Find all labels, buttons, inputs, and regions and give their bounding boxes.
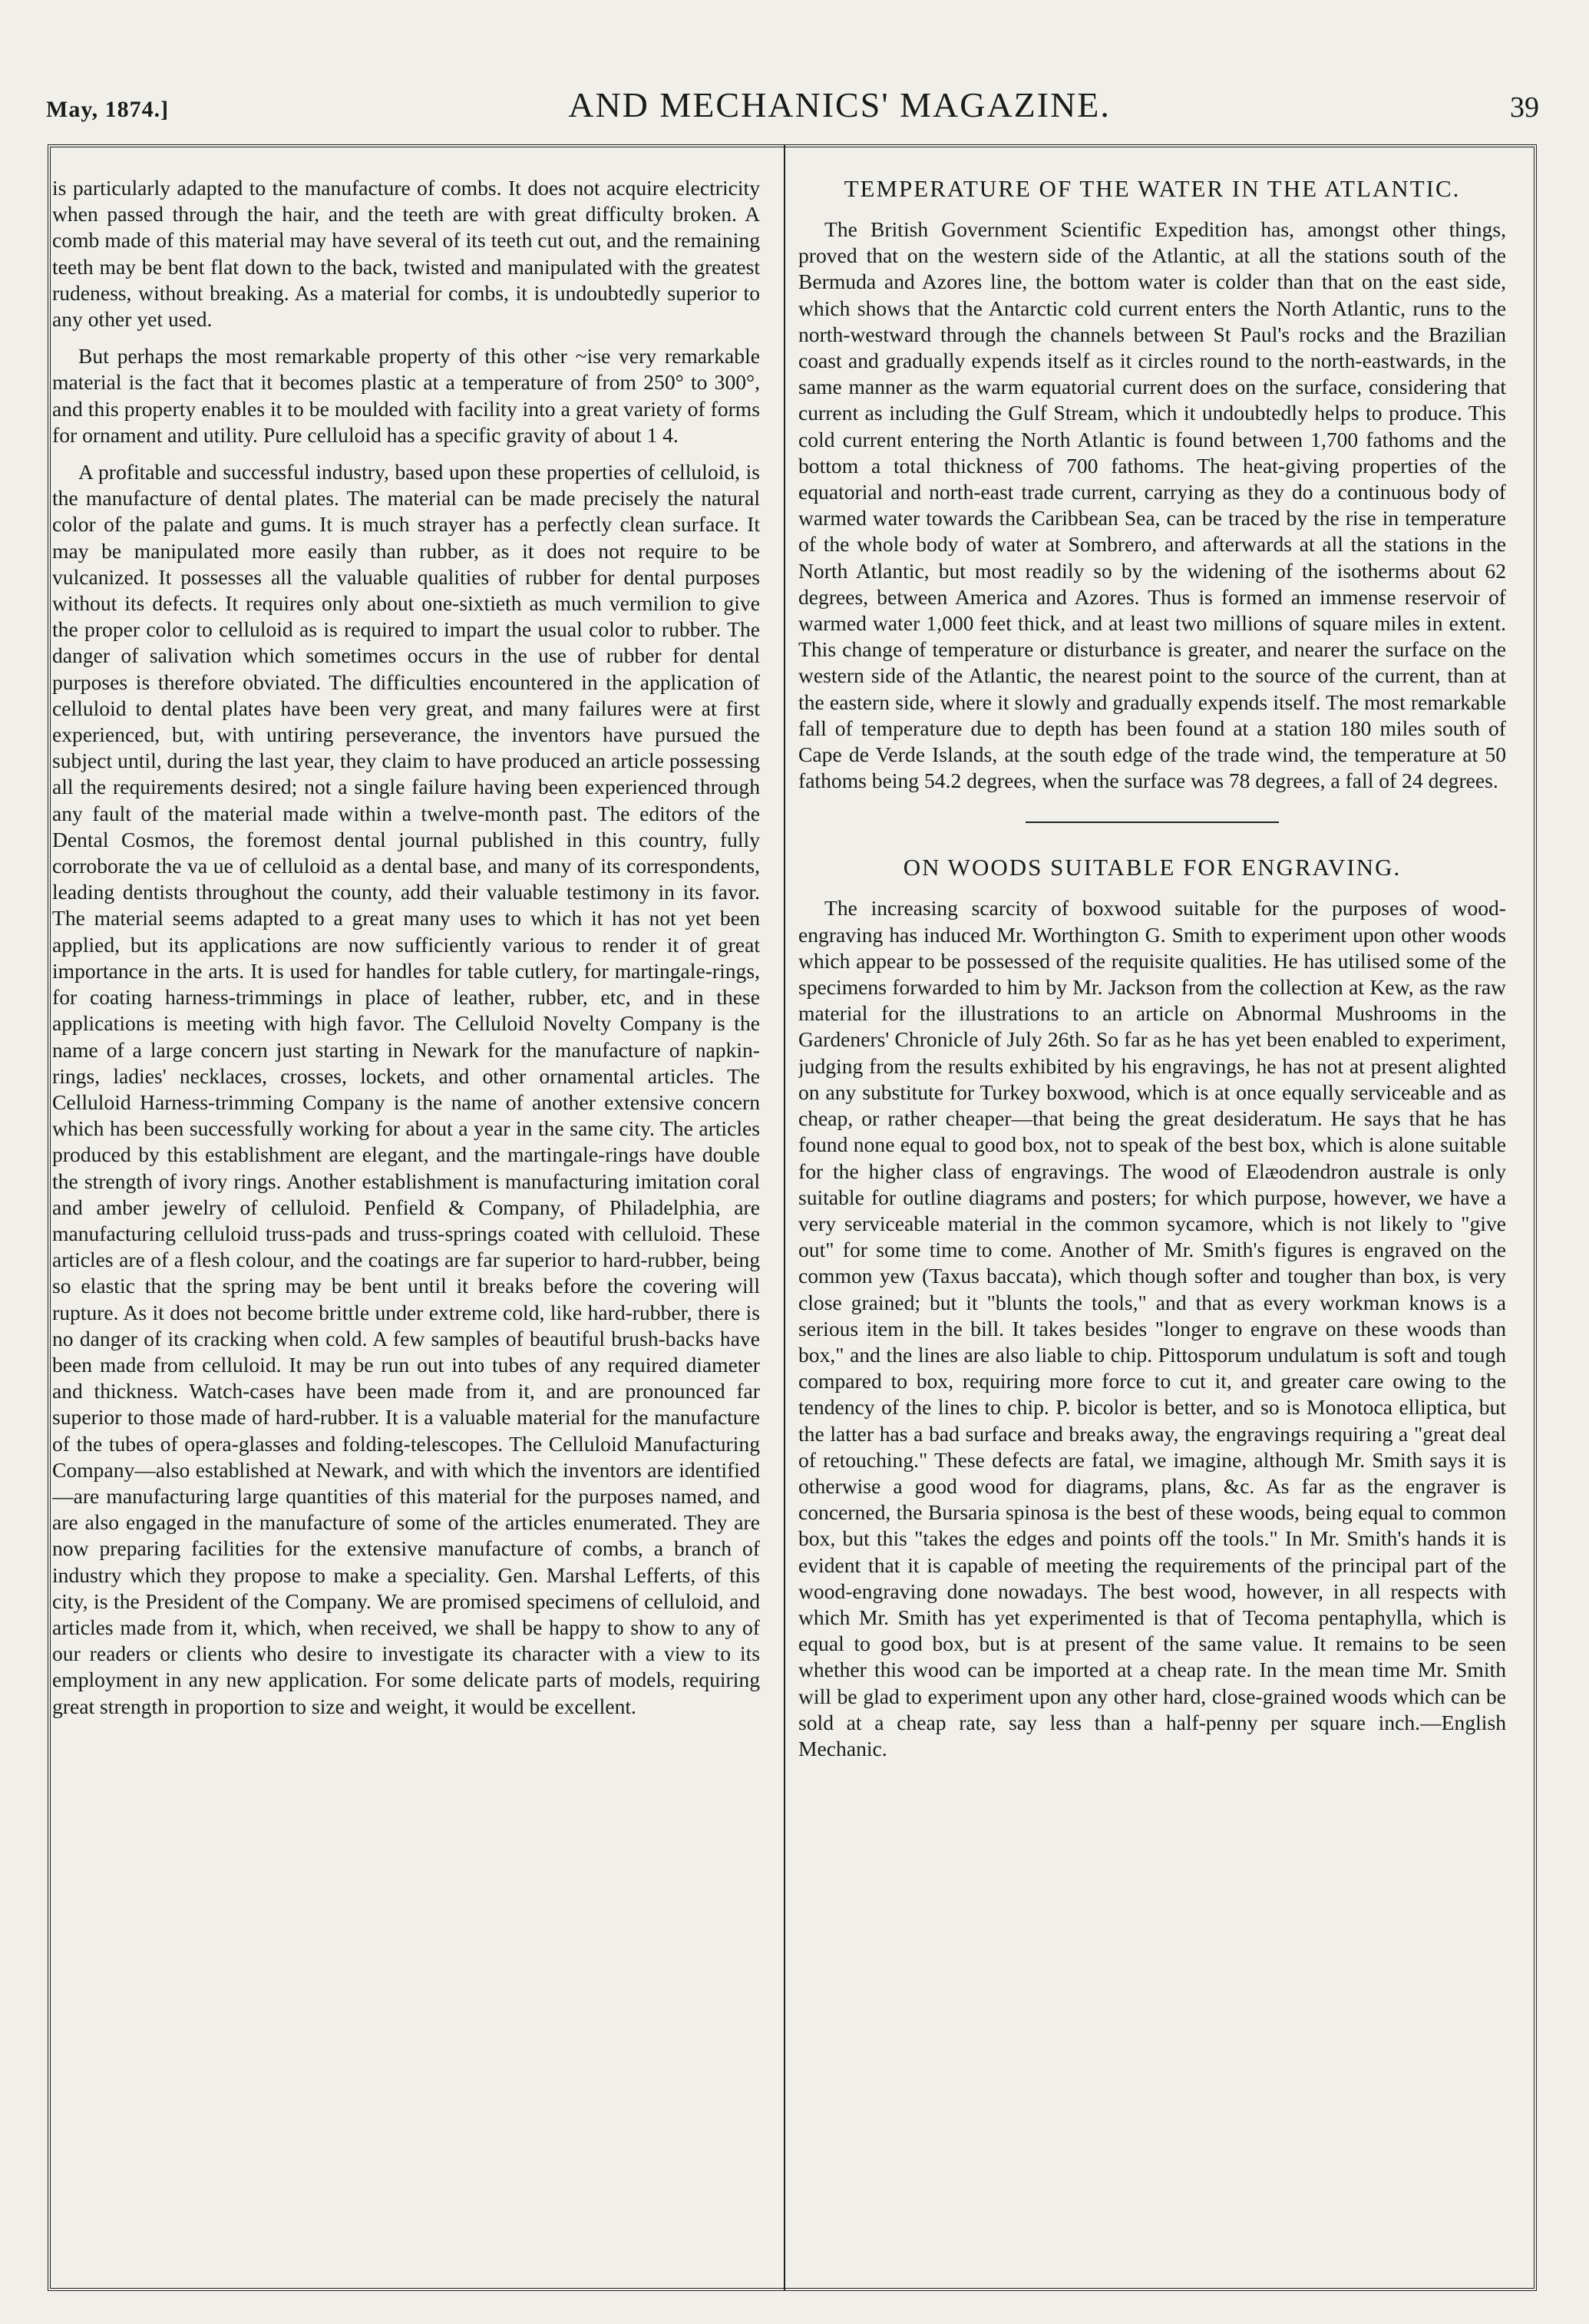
running-header bbox=[46, 84, 1539, 131]
celluloid-paragraph-2: But perhaps the most remarkable property of this other ~ise very remarkable material is the fact that it becomes plastic at a temperature of from 250° to 300°, and this property enables it to be moulded with facility into a great variety of forms for ornament and utility. Pure celluloid has a specific gravity of about 1 4. bbox=[52, 344, 760, 447]
page-number: 39 bbox=[1509, 91, 1539, 124]
right-column bbox=[798, 175, 1506, 2248]
issue-date: May, 1874.] bbox=[46, 97, 170, 122]
celluloid-paragraph-3: A profitable and successful industry, based upon these properties of celluloid, is the manufacture of dental plates. The material can be made precisely the natural color of the palate and gums. It is much strayer has a perfectly clean surface. It may be manipulated more easily than rubber, as it does not require to be vulcanized. It possesses all the valuable qualities of rubber for dental purposes without its defects. It requires only about one-sixtieth as much vermilion to give the proper color to celluloid as is required to impart the usual color to rubber. The danger of salivation which sometimes occurs in the use of rubber for dental purposes is therefore obviated. The difficulties encountered in the application of celluloid to dental plates have been very great, and many failures were at first experienced, but, with untiring perseverance, the inventors have pursued the subject until, during the last year, they claim to have produced an article possessing all the requirements desired; not a single failure having been experienced through any fault of the material made within a twelve-month past. The editors of the Dental Cosmos, the foremost dental journal published in this country, fully corroborate the va ue of celluloid as a dental base, and many of its correspondents, leading dentists throughout the county, add their valuable testimony in its favor. The material seems adapted to a great many uses to which it has not yet been applied, but its applications are now sufficiently various to render it of great importance in the arts. It is used for handles for table cutlery, for martingale-rings, for coating harness-trimmings in place of leather, rubber, etc, and in these applications is meeting with high favor. The Celluloid Novelty Company is the name of a large concern just starting in Newark for the manufacture of napkin-rings, ladies' necklaces, crosses, lockets, and other ornamental articles. The Celluloid Harness-trimming Company is the name of another extensive concern which has been successfully working for about a year in the same city. The articles produced by this establishment are elegant, and the martingale-rings have double the strength of ivory rings. Another establishment is manufacturing imitation coral and amber jewelry of celluloid. Penfield & Company, of Philadelphia, are manufacturing celluloid truss-pads and truss-springs coated with celluloid. These articles are of a flesh colour, and the coatings are far superior to hard-rubber, being so elastic that the spring may be bent until it breaks before the covering will rupture. As it does not become brittle under extreme cold, like hard-rubber, there is no danger of its cracking when cold. A few samples of beautiful brush-backs have been made from celluloid. It may be run out into tubes of any required diameter and thickness. Watch-cases have been made from it, and are pronounced far superior to those made of hard-rubber. It is a valuable material for the manufacture of the tubes of opera-glasses and folding-telescopes. The Celluloid Manufacturing Company—also established at Newark, and with which the inventors are identified—are manufacturing large quantities of this material for the purposes named, and are also engaged in the manufacture of some of the articles enumerated. They are now preparing facilities for the extensive manufacture of combs, a branch of industry which they propose to make a speciality. Gen. Marshal Lefferts, of this city, is the President of the Company. We are promised specimens of celluloid, and articles made from it, which, when received, we shall be happy to show to any of our readers or clients who desire to investigate its character with a view to its employment in any new application. For some delicate parts of models, requiring great strength in proportion to size and weight, it would be excellent. bbox=[52, 460, 760, 1718]
atlantic-paragraph: The British Government Scientific Expedition has, amongst other things, proved that on the western side of the Atlantic, at all the stations south of the Bermuda and Azores line, the bottom water is colder than that on the east side, which shows that the Antarctic cold current enters the North Atlantic, runs to the north-westward through the channels between St Paul's rocks and the Brazilian coast and gradually expends itself as it circles round to the north-eastwards, in the same manner as the warm equatorial current does on the surface, considering that current as including the Gulf Stream, which it undoubtedly helps to produce. This cold current entering the North Atlantic is found between 1,700 fathoms and the bottom a total thickness of 700 fathoms. The heat-giving properties of the equatorial and north-east trade current, carrying as they do a continuous body of warmed water towards the Caribbean Sea, can be traced by the rise in temperature of the whole body of water at Sombrero, and afterwards at all the stations in the North Atlantic, but most readily so by the widening of the isotherms about 62 degrees, between America and Azores. Thus is formed an immense reservoir of warmed water 1,000 feet thick, and at least two millions of square miles in extent. This change of temperature or disturbance is greater, and nearer the surface on the western side of the Atlantic, the nearest point to the source of the current, than at the eastern side, where it slowly and gradually expends itself. The most remarkable fall of temperature due to depth has been found at a station 180 miles south of Cape de Verde Islands, at the south edge of the trade wind, the temperature at 50 fathoms being 54.2 degrees, when the surface was 78 degrees, a fall of 24 degrees. bbox=[798, 217, 1506, 793]
magazine-title: AND MECHANICS' MAGAZINE. bbox=[568, 85, 1111, 124]
celluloid-paragraph-1: is particularly adapted to the manufacture of combs. It does not acquire electricity when passed through the hair, and the teeth are with great difficulty broken. A comb made of this material may have several of its teeth cut out, and the remaining teeth may be bent flat down to the back, twisted and manipulated with the greatest rudeness, without breaking. As a material for combs, it is undoubtedly superior to any other yet used. bbox=[52, 176, 760, 332]
engraving-paragraph: The increasing scarcity of boxwood suitable for the purposes of wood-engraving has induced Mr. Worthington G. Smith to experiment upon other woods which appear to be possessed of the requisite qualities. He has utilised some of the specimens forwarded to him by Mr. Jackson from the collection at Kew, as the raw material for the illustrations to an article on Abnormal Mushrooms in the Gardeners' Chronicle of July 26th. So far as he has yet been enabled to experiment, judging from the results exhibited by his engravings, he has not at present alighted on any substitute for Turkey boxwood, which is at once equally serviceable and as cheap, or rather cheaper—that being the great desideratum. He says that he has found none equal to good box, not to speak of the best box, which is alone suitable for the higher class of engravings. The wood of Elæodendron australe is only suitable for outline diagrams and posters; for which purpose, however, we have a very serviceable material in the common sycamore, which is not likely to "give out" for some time to come. Another of Mr. Smith's figures is engraved on the common yew (Taxus baccata), which though softer and tougher than box, is very close grained; but it "blunts the tools," and that as every workman knows is a serious item in the bill. It takes besides "longer to engrave on these woods than box," and the lines are also liable to chip. Pittosporum undulatum is soft and tough compared to box, requiring more force to cut it, and greater care owing to the tendency of the lines to chip. P. bicolor is better, and so is Monotoca elliptica, but the latter has a bad surface and breaks away, the engravings requiring a "great deal of retouching." These defects are fatal, we imagine, although Mr. Smith says it is otherwise a good wood for diagrams, plans, &c. As far as the engraver is concerned, the Bursaria spinosa is the best of these woods, being equal to common box, but this "takes the edges and points off the tools." In Mr. Smith's hands it is evident that it is capable of meeting the requirements of the principal part of the wood-engraving done nowadays. The best wood, however, in all respects with which Mr. Smith has yet experimented is that of Tecoma pentaphylla, which is equal to good box, but is at present of the same value. It remains to be seen whether this wood can be imported at a cheap rate. In the mean time Mr. Smith will be glad to experiment upon any other hard, close-grained woods which can be sold at a cheap rate, say less than a half-penny per square inch.—English Mechanic. bbox=[798, 896, 1506, 1760]
left-column bbox=[52, 175, 760, 2248]
atlantic-heading: TEMPERATURE OF THE WATER IN THE ATLANTIC. bbox=[844, 175, 1461, 202]
column-divider bbox=[784, 144, 785, 2291]
engraving-heading: ON WOODS SUITABLE FOR ENGRAVING. bbox=[903, 854, 1402, 881]
section-divider bbox=[1026, 821, 1279, 823]
